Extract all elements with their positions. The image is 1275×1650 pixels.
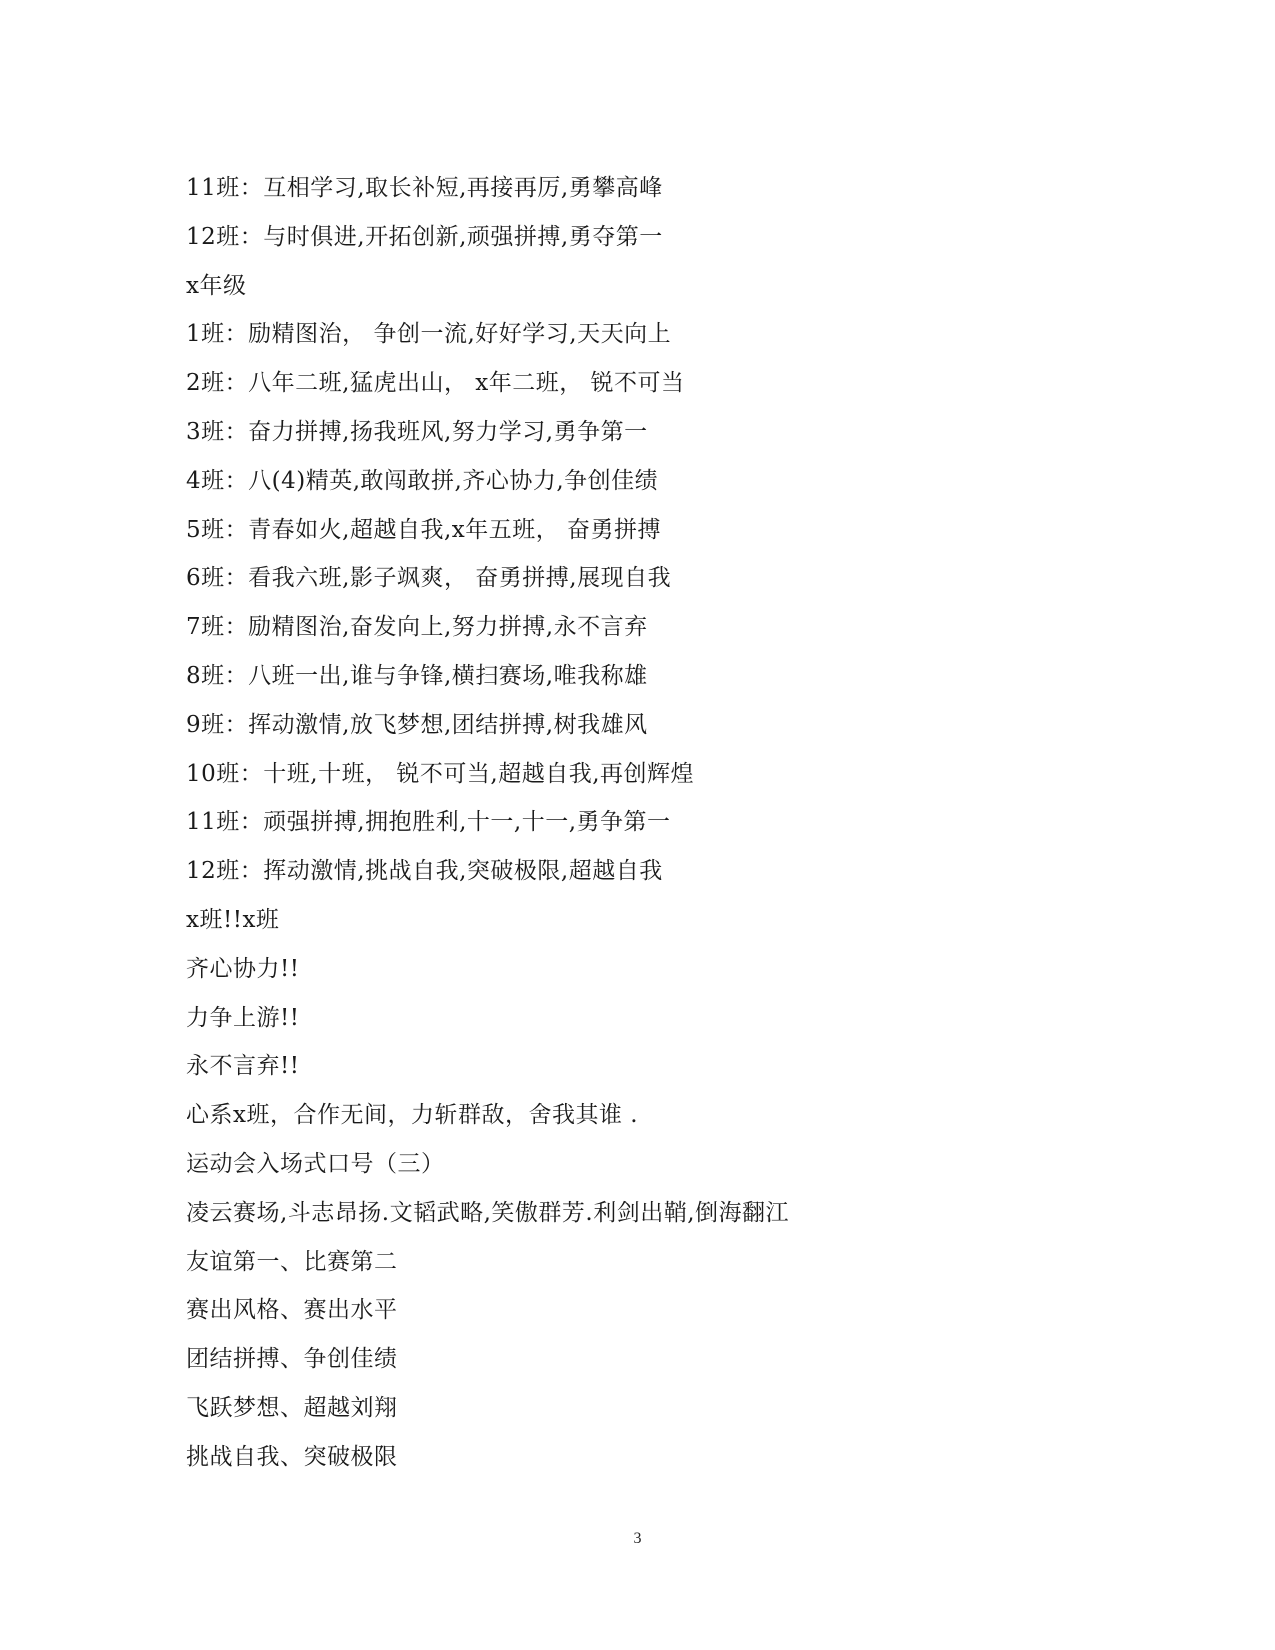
- text-line: 挑战自我、突破极限: [186, 1443, 398, 1470]
- page-number: 3: [633, 1530, 642, 1547]
- text-line: 11班：顽强拼搏,拥抱胜利,十一,十一,勇争第一: [186, 809, 671, 836]
- section-heading: 运动会入场式口号（三）: [186, 1150, 445, 1177]
- text-line: 2班：八年二班,猛虎出山， x年二班， 锐不可当: [186, 370, 685, 397]
- document-body: [186, 164, 1086, 1482]
- text-line: 8班：八班一出,谁与争锋,横扫赛场,唯我称雄: [186, 662, 648, 689]
- text-line: 团结拼搏、争创佳绩: [186, 1346, 398, 1373]
- text-line: 飞跃梦想、超越刘翔: [186, 1394, 398, 1421]
- text-line: 力争上游!!: [186, 1004, 300, 1031]
- text-line: 9班：挥动激情,放飞梦想,团结拼搏,树我雄风: [186, 711, 648, 738]
- text-line: 10班：十班,十班， 锐不可当,超越自我,再创辉煌: [186, 760, 695, 787]
- section-heading: x年级: [186, 272, 247, 299]
- text-line: 永不言弃!!: [186, 1053, 300, 1080]
- text-line: 7班：励精图治,奋发向上,努力拼搏,永不言弃: [186, 614, 648, 641]
- text-line: 12班：与时俱进,开拓创新,顽强拼搏,勇夺第一: [186, 223, 663, 250]
- text-line: 3班：奋力拼搏,扬我班风,努力学习,勇争第一: [186, 418, 648, 445]
- text-line: 凌云赛场,斗志昂扬.文韬武略,笑傲群芳.利剑出鞘,倒海翻江: [186, 1199, 790, 1226]
- text-line: 11班：互相学习,取长补短,再接再厉,勇攀高峰: [186, 175, 663, 201]
- text-line: 友谊第一、比赛第二: [186, 1248, 398, 1275]
- text-line: 5班：青春如火,超越自我,x年五班， 奋勇拼搏: [186, 516, 662, 543]
- text-line: 齐心协力!!: [186, 955, 300, 982]
- text-line: 12班：挥动激情,挑战自我,突破极限,超越自我: [186, 858, 663, 885]
- text-line: 4班：八(4)精英,敢闯敢拼,齐心协力,争创佳绩: [186, 467, 659, 494]
- text-line: 心系x班，合作无间，力斩群敌，舍我其谁 .: [186, 1102, 639, 1129]
- text-line: 1班：励精图治， 争创一流,好好学习,天天向上: [186, 321, 672, 348]
- text-line: 6班：看我六班,影子飒爽， 奋勇拼搏,展现自我: [186, 565, 672, 592]
- text-line: x班!!x班: [186, 906, 280, 933]
- text-line: 赛出风格、赛出水平: [186, 1297, 398, 1324]
